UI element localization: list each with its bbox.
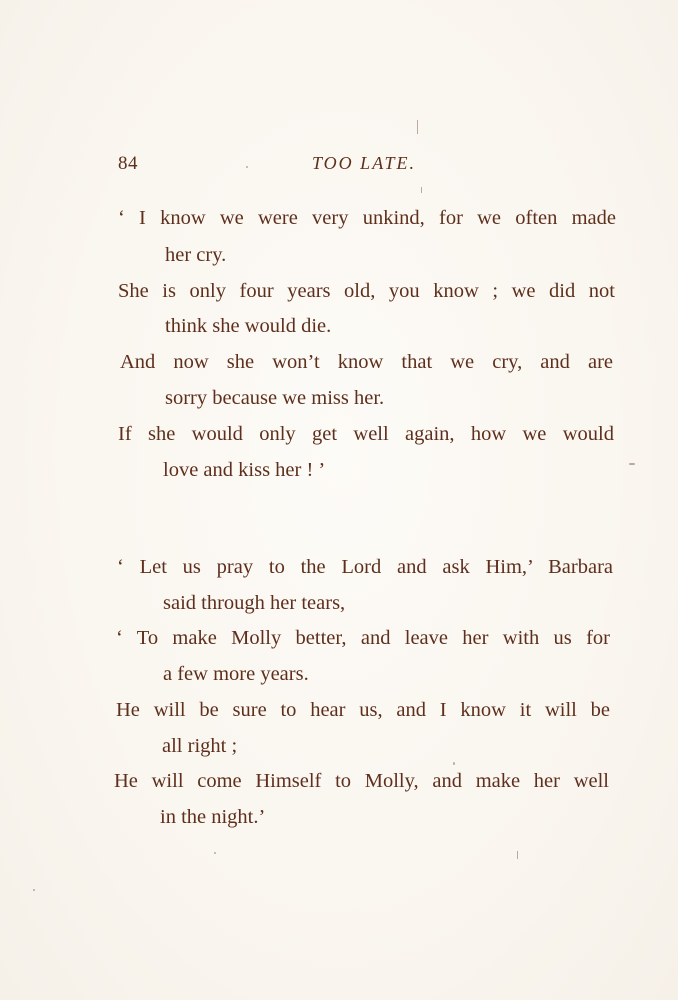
verse-line: If she would only get well again, how we would — [118, 423, 614, 445]
verse-line: love and kiss her ! ’ — [163, 459, 326, 481]
verse-line: ‘ I know we were very unkind, for we often made — [118, 207, 616, 229]
verse-line: He will be sure to hear us, and I know it will be — [116, 699, 610, 721]
running-title: TOO LATE. — [312, 153, 417, 173]
paper-speck — [33, 889, 35, 891]
verse-line: in the night.’ — [160, 806, 266, 828]
paper-speck — [246, 166, 248, 168]
paper-speck — [421, 187, 422, 193]
verse-line: She is only four years old, you know ; we did not — [118, 280, 615, 302]
page-number: 84 — [118, 153, 138, 174]
verse-line: And now she won’t know that we cry, and are — [120, 351, 613, 373]
verse-line: a few more years. — [163, 663, 309, 685]
verse-line: ‘ Let us pray to the Lord and ask Him,’ Barbara — [117, 556, 613, 578]
verse-line: sorry because we miss her. — [165, 387, 385, 409]
paper-speck — [214, 852, 216, 854]
page-header — [0, 153, 678, 183]
verse-line: said through her tears, — [163, 592, 346, 614]
paper-speck — [517, 851, 518, 859]
paper-speck — [629, 463, 635, 465]
verse-line: ‘ To make Molly better, and leave her with us for — [116, 627, 610, 649]
verse-line: her cry. — [165, 244, 227, 266]
paper-speck — [453, 762, 455, 765]
paper-speck — [417, 120, 418, 134]
verse-line: all right ; — [162, 735, 238, 757]
verse-line: think she would die. — [165, 315, 332, 337]
verse-line: He will come Himself to Molly, and make her well — [114, 770, 609, 792]
